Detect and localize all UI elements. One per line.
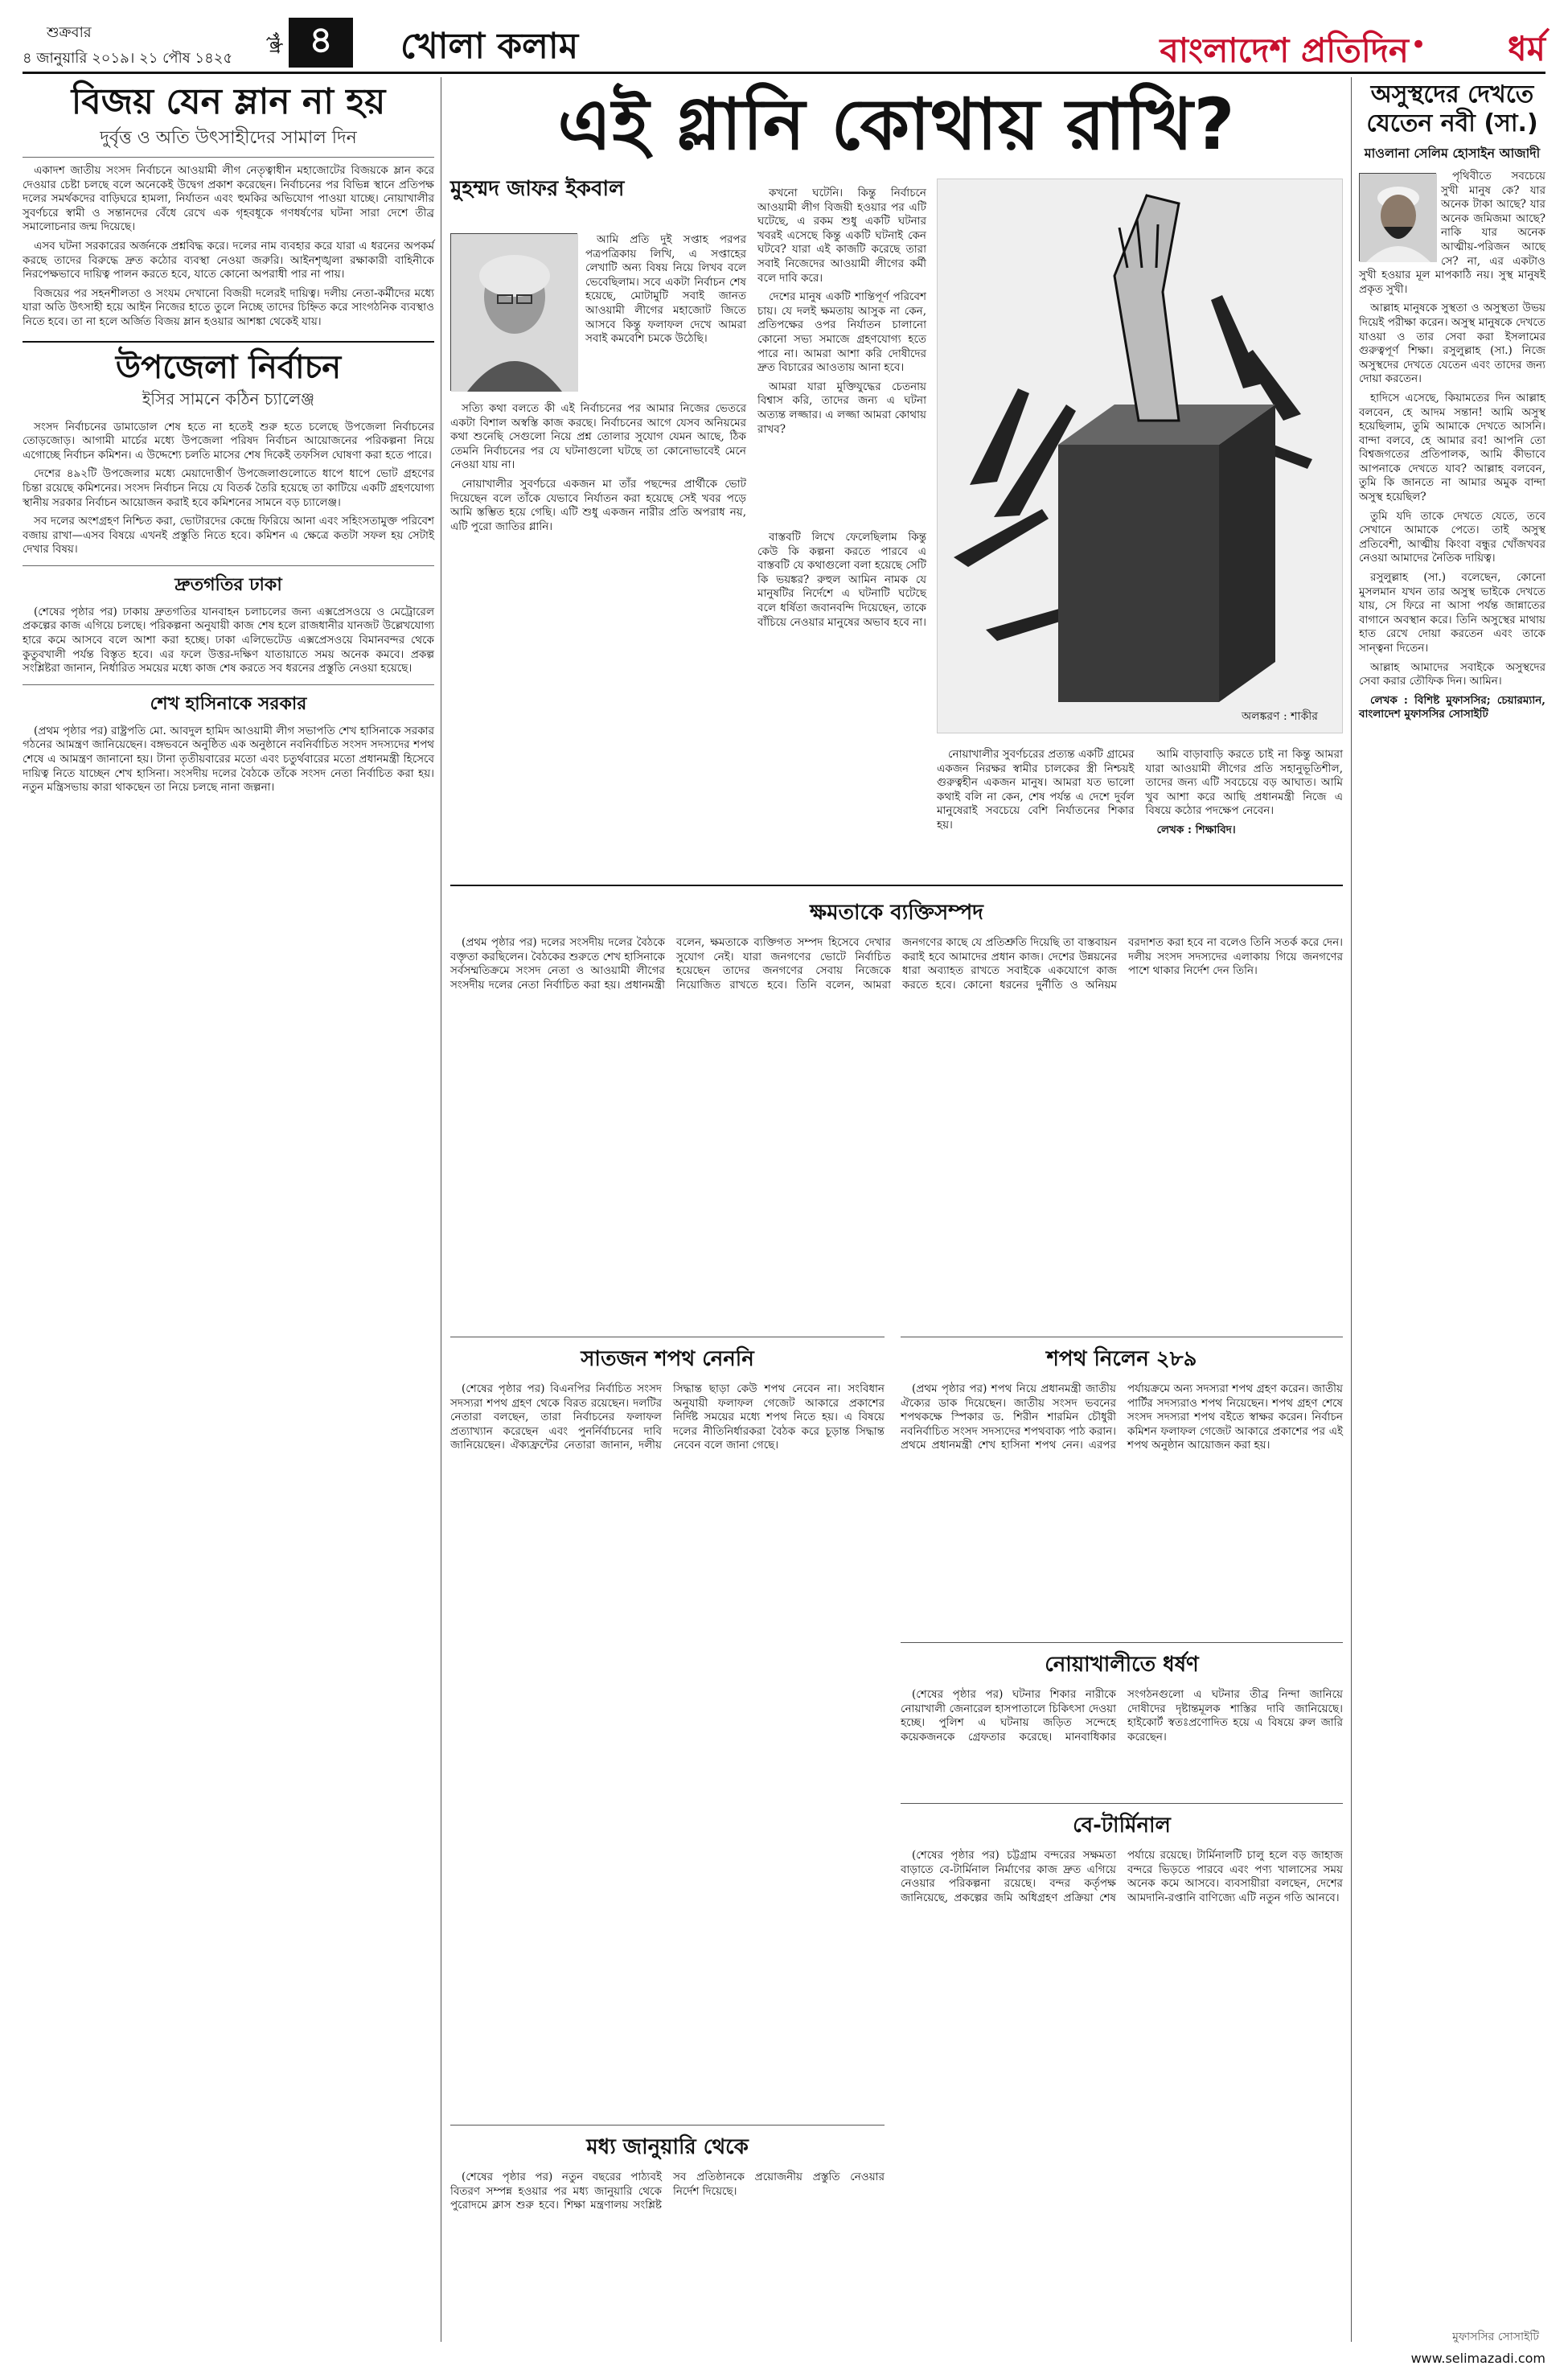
paragraph: আমরা যারা মুক্তিযুদ্ধের চেতনায় বিশ্বাস করি, তাদের জন্য এ ঘটনা অত্যন্ত লজ্জার। এ লজ্জা আমরা কোথায় রাখব? xyxy=(757,380,926,436)
paragraph: সংসদ নির্বাচনের ডামাডোল শেষ হতে না হতেই শুরু হতে চলেছে উপজেলা নির্বাচনের তোড়জোড়। আগামী মার্চের মধ্যে উপজেলা পরিষদ নির্বাচন আয়োজনের পরিকল্পনা নিয়ে এগোচ্ছে নির্বাচন কমিশন। এ উদ্দেশ্যে চলতি মাসের শেষ দিকেই তফসিল ঘোষণা করা হতে পারে। xyxy=(23,420,434,462)
paragraph: দেশের মানুষ একটি শান্তিপূর্ণ পরিবেশ চায়। যে দলই ক্ষমতায় আসুক না কেন, প্রতিপক্ষের ওপর নির্যাতন চালানো কোনো সভ্য সমাজে গ্রহণযোগ্য হতে পারে না। আমরা আশা করি দোষীদের দ্রুত বিচারের আওতায় আনা হবে। xyxy=(757,290,926,375)
brief-body-2 xyxy=(23,725,434,795)
topic-label: ধর্ম xyxy=(1508,29,1545,68)
separator-dot: • xyxy=(1410,29,1426,61)
news-boxes xyxy=(450,885,1343,2212)
brief-body-1 xyxy=(23,606,434,676)
author-portrait-icon xyxy=(451,234,578,392)
paragraph: নোয়াখালীর সুবর্ণচরের প্রত্যন্ত একটি গ্রামের একজন নিরক্ষর স্বামীর চালকের স্ত্রী নিশ্চয়ই গুরুত্বহীন একজন মানুষ। আমরা যত ভালো কথাই বলি না কেন, শেষ পর্যন্ত এ দেশে দুর্বল মানুষেরাই সবচেয়ে বেশি নির্যাতনের শিকার হয়। xyxy=(937,748,1135,832)
author-credit: লেখক : শিক্ষাবিদ। xyxy=(1156,823,1236,836)
box-mid-january xyxy=(450,2125,885,2213)
editorial-subhead-2: ইসির সামনে কঠিন চ্যালেঞ্জ xyxy=(142,388,315,409)
paragraph: (শেষের পৃষ্ঠার পর) ঘটনার শিকার নারীকে নোয়াখালী জেনারেল হাসপাতালে চিকিৎসা দেওয়া হচ্ছে। পুলিশ এ ঘটনায় জড়িত সন্দেহে কয়েকজনকে গ্রেফতার করেছে। মানবাধিকার সংগঠনগুলো এ ঘটনার তীব্র নিন্দা জানিয়ে দোষীদের দৃষ্টান্তমূলক শাস্তির দাবি জানিয়েছে। হাইকোর্ট স্বতঃপ্রণোদিত হয়ে এ বিষয়ে রুল জারি করেছেন। xyxy=(901,1688,1343,1744)
box-body xyxy=(901,1849,1343,1908)
box-headline: বে-টার্মিনাল xyxy=(1073,1813,1171,1838)
paragraph: তুমি যদি তাকে দেখতে যেতে, তবে সেখানে আমাকে পেতে। তাই অসুস্থ প্রতিবেশী, আত্মীয় কিংবা বন্ধুর খোঁজখবর নেওয়া আমাদের নৈতিক দায়িত্ব। xyxy=(1359,509,1545,565)
main-col1-top xyxy=(585,233,746,351)
paragraph: একাদশ জাতীয় সংসদ নির্বাচনে আওয়ামী লীগ নেতৃত্বাধীন মহাজোটের বিজয়কে ম্লান করে দেওয়ার চেষ্টা চলছে বলে অনেকেই উদ্বেগ প্রকাশ করেছেন। নির্বাচনের পর বিভিন্ন স্থানে প্রতিপক্ষ দলের সমর্থকদের বাড়িঘরে হামলা, নির্যাতন এবং হুমকির অভিযোগ পাওয়া যাচ্ছে। নোয়াখালীর সুবর্ণচরে স্বামী ও সন্তানদের বেঁধে রেখে এক গৃহবধূকে গণধর্ষণের ঘটনা সারা দেশে তীব্র সমালোচনার জন্ম দিয়েছে। xyxy=(23,164,434,234)
box-headline: সাতজন শপথ নেননি xyxy=(581,1347,754,1371)
paragraph: কখনো ঘটেনি। কিন্তু নির্বাচনে আওয়ামী লীগ বিজয়ী হওয়ার পর এটি ঘটেছে, এ রকম শুধু একটি ঘটনার খবরই এসেছে কিন্তু একটি ঘটনাই কেন ঘটবে? যারা এই কাজটি করেছে তারা সবাই নিজেদের আওয়ামী লীগের কর্মী বলে দাবি করে। xyxy=(757,187,926,285)
editorial-headline-1: বিজয় যেন ম্লান না হয় xyxy=(71,81,386,122)
paragraph: বাস্তবটি লিখে ফেলেছিলাম কিন্তু কেউ কি কল্পনা করতে পারবে এ বাস্তবটি যে কথাগুলো বলা হয়েছে সেটি কি ভয়ঙ্কর? রুহুল আমিন নামক যে মানুষটির নির্দেশে এ ঘটনাটি ঘটেছে বলে ধর্ষিতা জবানবন্দি দিয়েছেন, তাকে বাঁচিয়ে নেওয়ার মানুষের অভাব হবে না। xyxy=(757,531,926,629)
editorial-body-2 xyxy=(23,421,434,557)
box-power xyxy=(450,891,1343,992)
paragraph: পৃথিবীতে সবচেয়ে সুখী মানুষ কে? যার অনেক টাকা আছে? যার অনেক জমিজমা আছে? নাকি যার অনেক আত্মীয়-পরিজন আছে সে? না, এর একটাও সুখী হওয়ার মূল মাপকাঠি নয়। সুস্থ মানুষই প্রকৃত সুখী। xyxy=(1359,170,1545,296)
box-headline: মধ্য জানুয়ারি থেকে xyxy=(586,2135,749,2159)
main-article xyxy=(450,80,1343,2212)
box-body xyxy=(450,2171,885,2213)
main-col2 xyxy=(757,187,926,442)
columnist-photo xyxy=(1359,173,1436,261)
page-label: পৃষ্ঠা xyxy=(267,32,282,53)
paragraph: এসব ঘটনা সরকারের অর্জনকে প্রশ্নবিদ্ধ করে। দলের নাম ব্যবহার করে যারা এ ধরনের অপকর্ম করছে তাদের বিরুদ্ধে দ্রুত কঠোর ব্যবস্থা নেওয়া জরুরি। আইনশৃঙ্খলা রক্ষাকারী বাহিনীকে নিরপেক্ষভাবে দায়িত্ব পালন করতে হবে, যাতে কোনো অপরাধী পার না পায়। xyxy=(23,239,434,281)
brief-headline-2: শেখ হাসিনাকে সরকার xyxy=(23,684,434,720)
box-bay-terminal xyxy=(901,1803,1343,1908)
paragraph: সব দলের অংশগ্রহণ নিশ্চিত করা, ভোটারদের কেন্দ্রে ফিরিয়ে আনা এবং সহিংসতামুক্ত পরিবেশ বজায় রাখা—এসব বিষয়ে এখনই প্রস্তুতি নিতে হবে। কমিশন এ ক্ষেত্রে কতটা সফল হয় সেটাই দেখার বিষয়। xyxy=(23,515,434,557)
main-col1-bottom xyxy=(450,402,746,539)
editorial-body-1 xyxy=(23,164,434,330)
editorial-subhead-1: দুর্বৃত্ত ও অতি উৎসাহীদের সামাল দিন xyxy=(23,124,434,158)
box-oath-not-taken xyxy=(450,1337,885,1456)
paragraph: নোয়াখালীর সুবর্ণচরে একজন মা তাঁর পছন্দের প্রার্থীকে ভোট দিয়েছেন বলে তাঁকে যেভাবে নির্যাতন করা হয়েছে সেই খবর পড়ে আমি স্তম্ভিত হয়ে গেছি। এটি শুধু একজন নারীর প্রতি অপরাধ নয়, এটি পুরো জাতির গ্লানি। xyxy=(450,477,746,533)
box-headline: শপথ নিলেন ২৮৯ xyxy=(1046,1347,1197,1371)
paragraph: সত্যি কথা বলতে কী এই নির্বাচনের পর আমার নিজের ভেতরে একটা বিশাল অস্বস্তি কাজ করছে। নির্বাচনের আগে যেসব অনিয়মের কথা শুনেছি সেগুলো নিয়ে প্রশ্ন তোলার সুযোগ যেমন আছে, ঠিক তেমনি নির্বাচনের পর যে ঘটনাগুলো ঘটছে তা কোনোভাবেই মেনে নেওয়া যায় না। xyxy=(450,402,746,472)
paragraph: (শেষের পৃষ্ঠার পর) নতুন বছরের পাঠ্যবই বিতরণ সম্পন্ন হওয়ার পর মধ্য জানুয়ারি থেকে পুরোদমে ক্লাস শুরু হবে। শিক্ষা মন্ত্রণালয় সংশ্লিষ্ট সব প্রতিষ্ঠানকে প্রয়োজনীয় প্রস্তুতি নেওয়ার নির্দেশ দিয়েছে। xyxy=(450,2171,885,2212)
column-rule xyxy=(1351,77,1352,2342)
box-headline: ক্ষমতাকে ব্যক্তিসম্পদ xyxy=(810,901,983,925)
page-number: ৪ xyxy=(289,18,353,68)
section-title: খোলা কলাম xyxy=(400,26,579,67)
editorial-headline-2: উপজেলা নির্বাচন xyxy=(23,341,434,388)
main-headline: এই গ্লানি কোথায় রাখি? xyxy=(557,83,1236,166)
box-body xyxy=(450,1382,885,1456)
paragraph: (প্রথম পৃষ্ঠার পর) দলের সংসদীয় দলের বৈঠকে বক্তৃতা করছিলেন। বৈঠকের শুরুতে শেখ হাসিনাকে সর্বসম্মতিক্রমে সংসদ নেতা ও আওয়ামী লীগের সংসদীয় দলের নেতা নির্বাচিত করা হয়। প্রধানমন্ত্রী বলেন, ক্ষমতাকে ব্যক্তিগত সম্পদ হিসেবে দেখার সুযোগ নেই। যারা জনগণের ভোটে নির্বাচিত হয়েছেন তাদের জনগণের সেবায় নিজেকে নিয়োজিত রাখতে হবে। তিনি বলেন, আমরা জনগণের কাছে যে প্রতিশ্রুতি দিয়েছি তা বাস্তবায়ন করাই হবে আমাদের প্রধান কাজ। দেশের উন্নয়নের ধারা অব্যাহত রাখতে সবাইকে একযোগে কাজ করতে হবে। কোনো ধরনের দুর্নীতি ও অনিয়ম বরদাশত করা হবে না বলেও তিনি সতর্ক করে দেন। দলীয় সংসদ সদস্যদের এলাকায় গিয়ে জনগণের পাশে থাকার নির্দেশ দেন তিনি। xyxy=(450,936,1343,992)
box-noakhali xyxy=(901,1642,1343,1747)
masthead xyxy=(23,16,1545,74)
signature-text: মুফাসসির সোসাইটি xyxy=(1452,2331,1539,2343)
box-body xyxy=(901,1382,1343,1456)
box-headline: নোয়াখালীতে ধর্ষণ xyxy=(1045,1653,1199,1677)
issue-date: ৪ জানুয়ারি ২০১৯। ২১ পৌষ ১৪২৫ xyxy=(23,50,233,67)
paragraph: দেশের ৪৯২টি উপজেলার মধ্যে মেয়াদোত্তীর্ণ উপজেলাগুলোতে ধাপে ধাপে ভোট গ্রহণের চিন্তা রয়েছে কমিশনের। সংসদ নির্বাচন নিয়ে যে বিতর্ক তৈরি হয়েছে তা কাটিয়ে একটি গ্রহণযোগ্য স্থানীয় সরকার নির্বাচন আয়োজন করাই হবে কমিশনের সামনে বড় চ্যালেঞ্জ। xyxy=(23,467,434,509)
issue-day: শুক্রবার xyxy=(47,24,92,41)
article-illustration xyxy=(937,179,1343,733)
paragraph: (শেষের পৃষ্ঠার পর) চট্টগ্রাম বন্দরের সক্ষমতা বাড়াতে বে-টার্মিনাল নির্মাণের কাজ দ্রুত এগিয়ে নেওয়ার পরিকল্পনা রয়েছে। বন্দর কর্তৃপক্ষ জানিয়েছে, প্রকল্পের জমি অধিগ্রহণ প্রক্রিয়া শেষ পর্যায়ে রয়েছে। টার্মিনালটি চালু হলে বড় জাহাজ বন্দরে ভিড়তে পারবে এবং পণ্য খালাসের সময় অনেক কমে আসবে। ব্যবসায়ীরা বলছেন, দেশের আমদানি-রপ্তানি বাণিজ্যে এটি নতুন গতি আনবে। xyxy=(901,1849,1343,1904)
religion-author: মাওলানা সেলিম হোসাইন আজাদী xyxy=(1364,146,1541,161)
paragraph: (শেষের পৃষ্ঠার পর) বিএনপির নির্বাচিত সংসদ সদস্যরা শপথ গ্রহণ থেকে বিরত রয়েছেন। দলটির নেতারা বলছেন, তারা নির্বাচনের ফলাফল প্রত্যাখ্যান করেছেন এবং পুনর্নির্বাচনের দাবি জানিয়েছেন। ঐক্যফ্রন্টের নেতারা জানান, দলীয় সিদ্ধান্ত ছাড়া কেউ শপথ নেবেন না। সংবিধান অনুযায়ী ফলাফল গেজেট আকারে প্রকাশের নির্দিষ্ট সময়ের মধ্যে শপথ নিতে হয়। এ বিষয়ে দলের নীতিনির্ধারকরা বৈঠক করে চূড়ান্ত সিদ্ধান্ত নেবেন বলে জানা গেছে। xyxy=(450,1382,885,1452)
newspaper-logo: বাংলাদেশ প্রতিদিন xyxy=(1160,31,1409,70)
paragraph: (প্রথম পৃষ্ঠার পর) শপথ নিয়ে প্রধানমন্ত্রী জাতীয় ঐক্যের ডাক দিয়েছেন। জাতীয় সংসদ ভবনের শপথকক্ষে স্পিকার ড. শিরীন শারমিন চৌধুরী নবনির্বাচিত সংসদ সদস্যদের শপথবাক্য পাঠ করান। প্রথমে প্রধানমন্ত্রী শেখ হাসিনা শপথ নেন। এরপর পর্যায়ক্রমে অন্য সদস্যরা শপথ গ্রহণ করেন। জাতীয় পার্টির সদস্যরাও শপথ নিয়েছেন। শপথ গ্রহণ শেষে সংসদ সদস্যরা শপথ বইতে স্বাক্ষর করেন। নির্বাচন কমিশন ফলাফল গেজেট আকারে প্রকাশের পর এই শপথ অনুষ্ঠান আয়োজন করা হয়। xyxy=(901,1382,1343,1452)
illustration-caption: অলঙ্করণ : শাকীর xyxy=(1242,710,1318,723)
paragraph: বিজয়ের পর সহনশীলতা ও সংযম দেখানো বিজয়ী দলেরই দায়িত্ব। দলীয় নেতা-কর্মীদের মধ্যে যারা অতি উৎসাহী হয়ে আইন নিজের হাতে তুলে নিচ্ছে তাদের চিহ্নিত করে সাংগঠনিক ব্যবস্থাও নিতে হবে। তা না হলে অর্জিত বিজয় ম্লান হওয়ার আশঙ্কা থেকেই যায়। xyxy=(23,286,434,328)
paragraph: আল্লাহ আমাদের সবাইকে অসুস্থদের সেবা করার তৌফিক দিন। আমিন। xyxy=(1359,660,1545,688)
hands-illustration-icon xyxy=(938,179,1343,733)
right-column xyxy=(1359,80,1545,727)
paragraph: (শেষের পৃষ্ঠার পর) ঢাকায় দ্রুতগতির যানবাহন চলাচলের জন্য এক্সপ্রেসওয়ে ও মেট্রোরেল প্রকল্পের কাজ এগিয়ে চলছে। পরিকল্পনা অনুযায়ী কাজ শেষ হলে রাজধানীর যানজট উল্লেখযোগ্য হারে কমে আসবে বলে আশা করা হচ্ছে। ঢাকা এলিভেটেড এক্সপ্রেসওয়ে বিমানবন্দর থেকে কুতুবখালী পর্যন্ত বিস্তৃত হবে। এর ফলে উত্তর-দক্ষিণ যাতায়াতে সময় অনেক কমবে। প্রকল্প সংশ্লিষ্টরা জানান, নির্ধারিত সময়ের মধ্যে কাজ শেষ করতে সব ধরনের প্রস্তুতি নেওয়া হয়েছে। xyxy=(23,605,434,676)
box-oath-289 xyxy=(901,1337,1343,1456)
author-credit: লেখক : বিশিষ্ট মুফাসসির; চেয়ারম্যান, বাংলাদেশ মুফাসসির সোসাইটি xyxy=(1359,693,1545,721)
brief-headline-1: দ্রুতগতির ঢাকা xyxy=(23,565,434,601)
paragraph: আমি প্রতি দুই সপ্তাহ পরপর পত্রপত্রিকায় লিখি, এ সপ্তাহের লেখাটি অন্য বিষয় নিয়ে লিখব বলে ভেবেছিলাম। সবে একটা নির্বাচন শেষ হয়েছে, মোটামুটি সবাই জানত আওয়ামী লীগের মহাজোট জিতে আসবে কিন্তু ফলাফল দেখে আমরা সবাই কমবেশি চমকে উঠেছি। xyxy=(585,233,746,346)
website-link[interactable]: www.selimazadi.com xyxy=(1410,2351,1545,2366)
left-column xyxy=(23,80,434,800)
paragraph: আল্লাহ মানুষকে সুস্থতা ও অসুস্থতা উভয় দিয়েই পরীক্ষা করেন। অসুস্থ মানুষকে দেখতে যাওয়া ও তার সেবা করা ইসলামের গুরুত্বপূর্ণ শিক্ষা। রসুলুল্লাহ (সা.) নিজে অসুস্থদের দেখতে যেতেন এবং তাদের জন্য দোয়া করতেন। xyxy=(1359,302,1545,386)
paragraph: (প্রথম পৃষ্ঠার পর) রাষ্ট্রপতি মো. আবদুল হামিদ আওয়ামী লীগ সভাপতি শেখ হাসিনাকে সরকার গঠনের আমন্ত্রণ জানিয়েছেন। বঙ্গভবনে অনুষ্ঠিত এক অনুষ্ঠানে নবনির্বাচিত সংসদ সদস্যদের শপথ শেষে এ আমন্ত্রণ জানানো হয়। টানা তৃতীয়বারের মতো এবং চতুর্থবারের মতো প্রধানমন্ত্রী হিসেবে দায়িত্ব নিতে যাচ্ছেন শেখ হাসিনা। সংসদীয় দলের বৈঠকে তাঁকে সংসদ নেতা নির্বাচিত করা হয়। নতুন মন্ত্রিসভায় কারা থাকছেন তা নিয়ে চলছে নানা জল্পনা। xyxy=(23,724,434,795)
byline: মুহম্মদ জাফর ইকবাল xyxy=(450,177,625,201)
paragraph: রসুলুল্লাহ (সা.) বলেছেন, কোনো মুসলমান যখন তার অসুস্থ ভাইকে দেখতে যায়, সে ফিরে না আসা পর্যন্ত জান্নাতের বাগানে অবস্থান করে। তিনি অসুস্থের মাথায় হাত রেখে দোয়া করতেন এবং তাকে সান্ত্বনা দিতেন। xyxy=(1359,571,1545,655)
main-col3-continued xyxy=(937,748,1343,840)
main-col3 xyxy=(757,531,926,635)
paragraph: হাদিসে এসেছে, কিয়ামতের দিন আল্লাহ বলবেন, হে আদম সন্তান! আমি অসুস্থ হয়েছিলাম, তুমি আমাকে দেখতে আসনি। বান্দা বলবে, হে আমার রব! আপনি তো বিশ্বজগতের প্রতিপালক, আমি কীভাবে আপনাকে দেখতে যাব? আল্লাহ বলবেন, তুমি কি জানতে না আমার অমুক বান্দা অসুস্থ হয়েছিল? xyxy=(1359,391,1545,504)
author-photo xyxy=(450,233,577,391)
paragraph: আমি বাড়াবাড়ি করতে চাই না কিন্তু আমরা যারা আওয়ামী লীগের প্রতি সহানুভূতিশীল, তাদের জন্য এটি সবচেয়ে বড় আঘাত। আমি খুব আশা করে আছি প্রধানমন্ত্রী নিজে এ বিষয়ে কঠোর পদক্ষেপ নেবেন। xyxy=(1145,748,1343,818)
box-body xyxy=(450,936,1343,992)
page-number-box xyxy=(264,18,376,68)
columnist-portrait-icon xyxy=(1360,174,1437,262)
box-body xyxy=(901,1688,1343,1747)
religion-headline: অসুস্থদের দেখতে যেতেন নবী (সা.) xyxy=(1366,80,1538,138)
